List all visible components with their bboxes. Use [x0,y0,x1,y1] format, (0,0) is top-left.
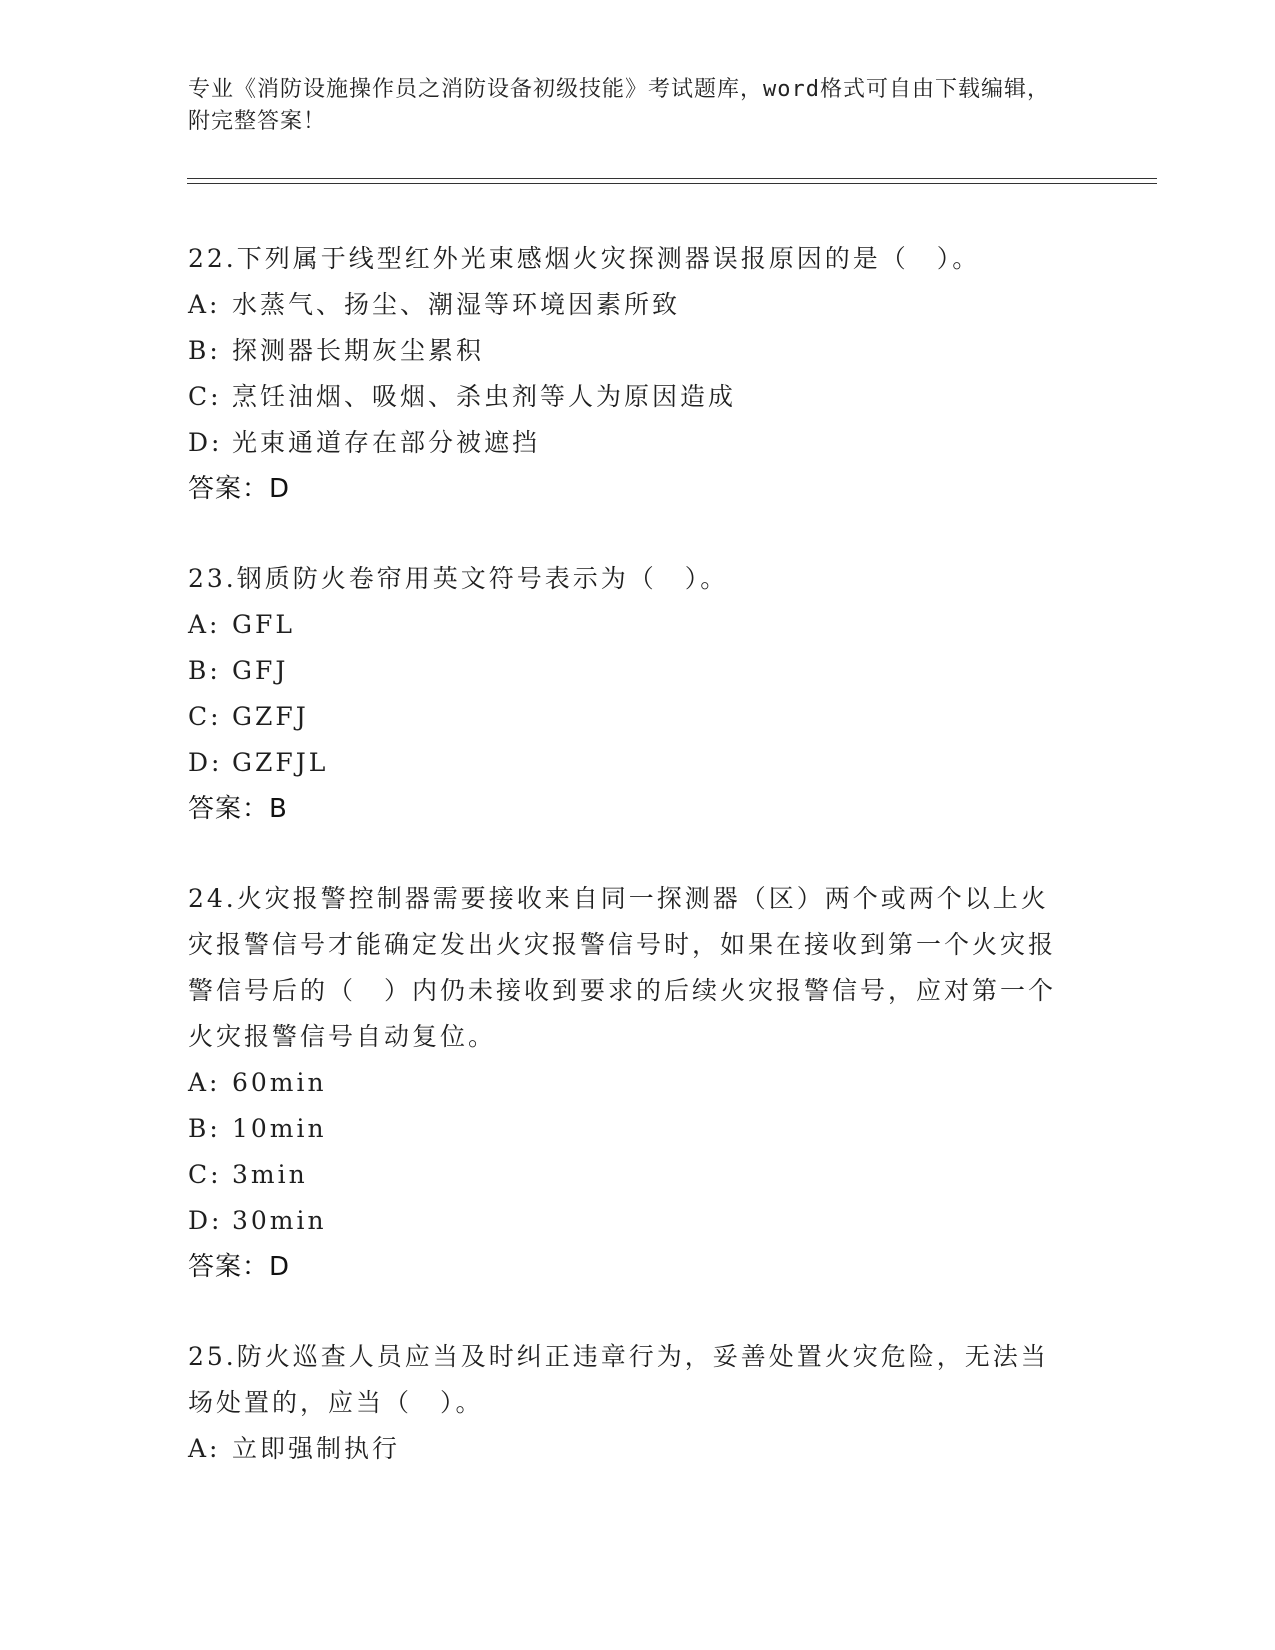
answer-line: 答案：D [188,1252,291,1282]
option-c [188,694,1088,740]
option-text: 探测器长期灰尘累积 [232,336,485,365]
header-divider [187,178,1157,179]
option-d [188,740,1088,786]
question-25 [188,1334,1088,1472]
question-stem: 23.钢质防火卷帘用英文符号表示为（ ）。 [188,564,729,593]
option-b [188,1106,1088,1152]
option-a [188,1426,1088,1472]
option-a [188,602,1088,648]
option-d [188,420,1088,466]
option-letter: B: [188,656,221,685]
option-text: GZFJL [232,748,329,777]
option-a [188,1060,1088,1106]
option-letter: C: [188,382,222,411]
option-letter: D: [188,428,223,457]
question-stem: 25.防火巡查人员应当及时纠正违章行为，妥善处置火灾危险，无法当场处置的，应当（ ）。 [188,1342,1049,1417]
option-letter: B: [188,1114,221,1143]
answer-line: 答案：B [188,794,288,824]
question-24 [188,876,1088,1290]
option-text: 水蒸气、扬尘、潮湿等环境因素所致 [232,290,681,319]
question-stem: 22.下列属于线型红外光束感烟火灾探测器误报原因的是（ ）。 [188,244,981,273]
option-letter: A: [188,290,221,319]
question-22 [188,236,1088,512]
option-c [188,1152,1088,1198]
option-text: 3min [232,1160,308,1189]
option-text: 立即强制执行 [232,1434,401,1463]
answer-line: 答案：D [188,474,291,504]
option-a [188,282,1088,328]
question-list [188,236,1088,1516]
option-letter: D: [188,748,223,777]
option-letter: B: [188,336,221,365]
question-stem: 24.火灾报警控制器需要接收来自同一探测器（区）两个或两个以上火灾报警信号才能确定发出火灾报警信号时，如果在接收到第一个火灾报警信号后的（ ）内仍未接收到要求的后续火灾报警信号，应对第一个火灾报警信号自动复位。 [188,884,1057,1051]
document-header: 专业《消防设施操作员之消防设备初级技能》考试题库，word格式可自由下载编辑，附完整答案！ [188,77,1050,134]
option-letter: C: [188,1160,222,1189]
option-text: GFL [232,610,295,639]
option-text: 30min [232,1206,327,1235]
option-letter: A: [188,1068,221,1097]
option-d [188,1198,1088,1244]
option-b [188,648,1088,694]
option-text: GFJ [232,656,289,685]
option-text: GZFJ [232,702,309,731]
option-text: 10min [232,1114,327,1143]
option-letter: C: [188,702,222,731]
option-text: 光束通道存在部分被遮挡 [232,428,541,457]
option-letter: A: [188,1434,221,1463]
question-23 [188,556,1088,832]
header-divider-second [187,183,1157,184]
option-c [188,374,1088,420]
option-letter: D: [188,1206,223,1235]
option-text: 60min [232,1068,327,1097]
option-text: 烹饪油烟、吸烟、杀虫剂等人为原因造成 [232,382,737,411]
option-b [188,328,1088,374]
option-letter: A: [188,610,221,639]
